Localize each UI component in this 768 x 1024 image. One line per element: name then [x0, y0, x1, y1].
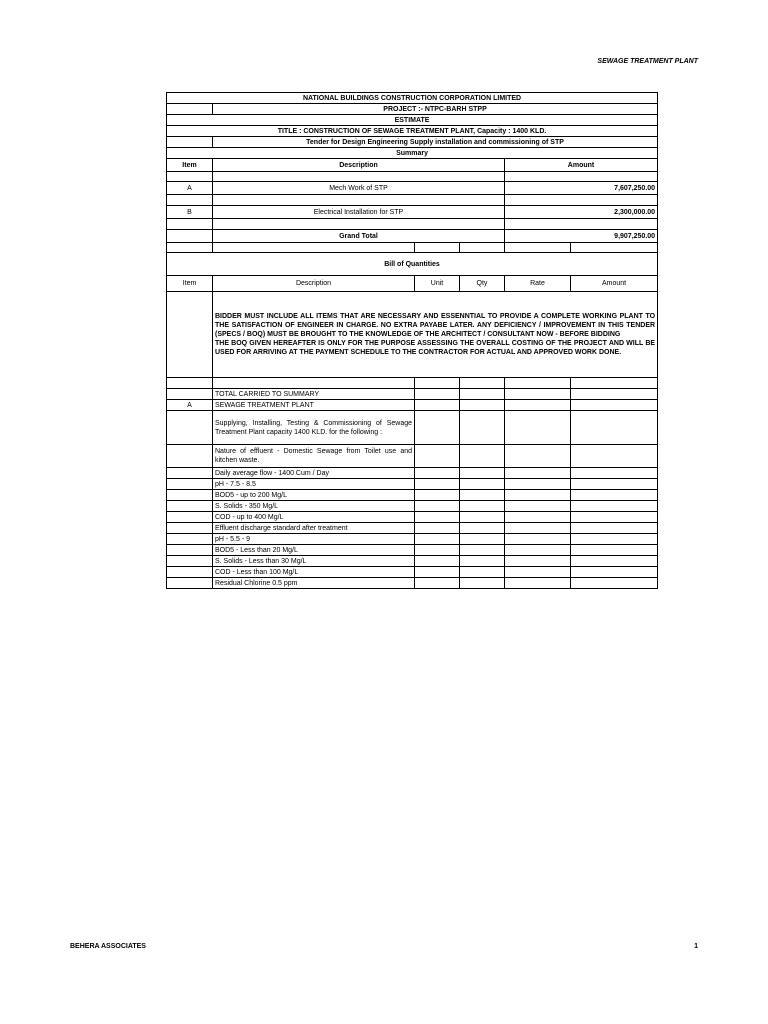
boq-row-description: pH - 7.5 - 8.5 [213, 479, 415, 490]
table-row [167, 411, 658, 445]
empty-cell [167, 137, 213, 148]
table-row [167, 445, 658, 468]
boq-header-rate: Rate [505, 276, 571, 292]
boq-heading: Bill of Quantities [167, 253, 658, 276]
summary-header-item: Item [167, 159, 213, 172]
boq-row-description: COD - Less than 100 Mg/L [213, 567, 415, 578]
summary-row-description: Electrical Installation for STP [213, 206, 505, 219]
table-row [167, 523, 658, 534]
summary-heading: Summary [167, 148, 658, 159]
summary-row-item: B [167, 206, 213, 219]
boq-row-description: SEWAGE TREATMENT PLANT [213, 400, 415, 411]
boq-row-description: Supplying, Installing, Testing & Commissioning of Sewage Treatment Plant capacity 1400 KLD. for the following : [213, 411, 415, 445]
summary-row-amount: 2,300,000.00 [505, 206, 658, 219]
summary-header-amount: Amount [505, 159, 658, 172]
boq-row-description: COD - up to 400 Mg/L [213, 512, 415, 523]
boq-row-description: TOTAL CARRIED TO SUMMARY [213, 389, 415, 400]
table-row [167, 512, 658, 523]
boq-row-description: BOD5 - Less than 20 Mg/L [213, 545, 415, 556]
grand-total-amount: 9,907,250.00 [505, 230, 658, 243]
summary-row-description: Mech Work of STP [213, 182, 505, 195]
table-row [167, 389, 658, 400]
summary-header-description: Description [213, 159, 505, 172]
estimate-sheet [166, 92, 658, 589]
bidder-notes [213, 292, 658, 378]
boq-header-description: Description [213, 276, 415, 292]
boq-row-description: Effluent discharge standard after treatment [213, 523, 415, 534]
table-row [167, 545, 658, 556]
tender-line: Tender for Design Engineering Supply installation and commissioning of STP [213, 137, 658, 148]
boq-row-description: S. Solids - Less than 30 Mg/L [213, 556, 415, 567]
table-row [167, 501, 658, 512]
page-number: 1 [694, 943, 698, 950]
table-row [167, 490, 658, 501]
boq-row-description: BOD5 - up to 200 Mg/L [213, 490, 415, 501]
boq-header-qty: Qty [460, 276, 505, 292]
boq-row-description: Nature of effluent - Domestic Sewage from Toilet use and kitchen waste. [213, 445, 415, 468]
page-header: SEWAGE TREATMENT PLANT [597, 58, 698, 65]
table-row [167, 468, 658, 479]
summary-row-amount: 7,607,250.00 [505, 182, 658, 195]
org-name: NATIONAL BUILDINGS CONSTRUCTION CORPORATION LIMITED [167, 93, 658, 104]
table-row [167, 567, 658, 578]
note-bidder-requirements: BIDDER MUST INCLUDE ALL ITEMS THAT ARE NECESSARY AND ESSENNTIAL TO PROVIDE A COMPLETE WORKING PLANT TO THE SATISFACTION OF ENGINEER IN CHARGE. NO EXTRA PAYABE LATER. ANY DEFICIENCY / IMPROVEMENT IN THIS TENDER (SPECS / BOQ) MUST BE BROUGHT TO THE KNOWLEDGE OF THE ARCHITECT / CONSULTANT NOW - BEFORE BIDDING [215, 313, 656, 338]
table-row [167, 556, 658, 567]
title-line: TITLE : CONSTRUCTION OF SEWAGE TREATMENT PLANT, Capacity : 1400 KLD. [167, 126, 658, 137]
table-row: A SEWAGE TREATMENT PLANT [167, 400, 658, 411]
summary-row-item: A [167, 182, 213, 195]
grand-total-label: Grand Total [213, 230, 505, 243]
footer-company: BEHERA ASSOCIATES [70, 943, 146, 950]
project-line: PROJECT :- NTPC-BARH STPP [213, 104, 658, 115]
boq-row-description: pH - 5.5 - 9 [213, 534, 415, 545]
boq-row-description: S. Solids - 350 Mg/L [213, 501, 415, 512]
table-row [167, 479, 658, 490]
boq-header-item: Item [167, 276, 213, 292]
boq-header-amount: Amount [571, 276, 658, 292]
empty-cell [167, 104, 213, 115]
boq-row-description: Daily average flow - 1400 Cum / Day [213, 468, 415, 479]
table-row [167, 534, 658, 545]
boq-row-description: Residual Chlorine 0.5 ppm [213, 578, 415, 589]
estimate-label: ESTIMATE [167, 115, 658, 126]
note-boq-purpose: THE BOQ GIVEN HEREAFTER IS ONLY FOR THE PURPOSE ASSESSING THE OVERALL COSTING OF THE PROJECT AND WILL BE USED FOR ARRIVING AT THE PAYMENT SCHEDULE TO THE CONTRACTOR FOR ACTUAL AND APPROVED WORK DONE. [215, 340, 656, 356]
boq-header-unit: Unit [415, 276, 460, 292]
table-row [167, 578, 658, 589]
